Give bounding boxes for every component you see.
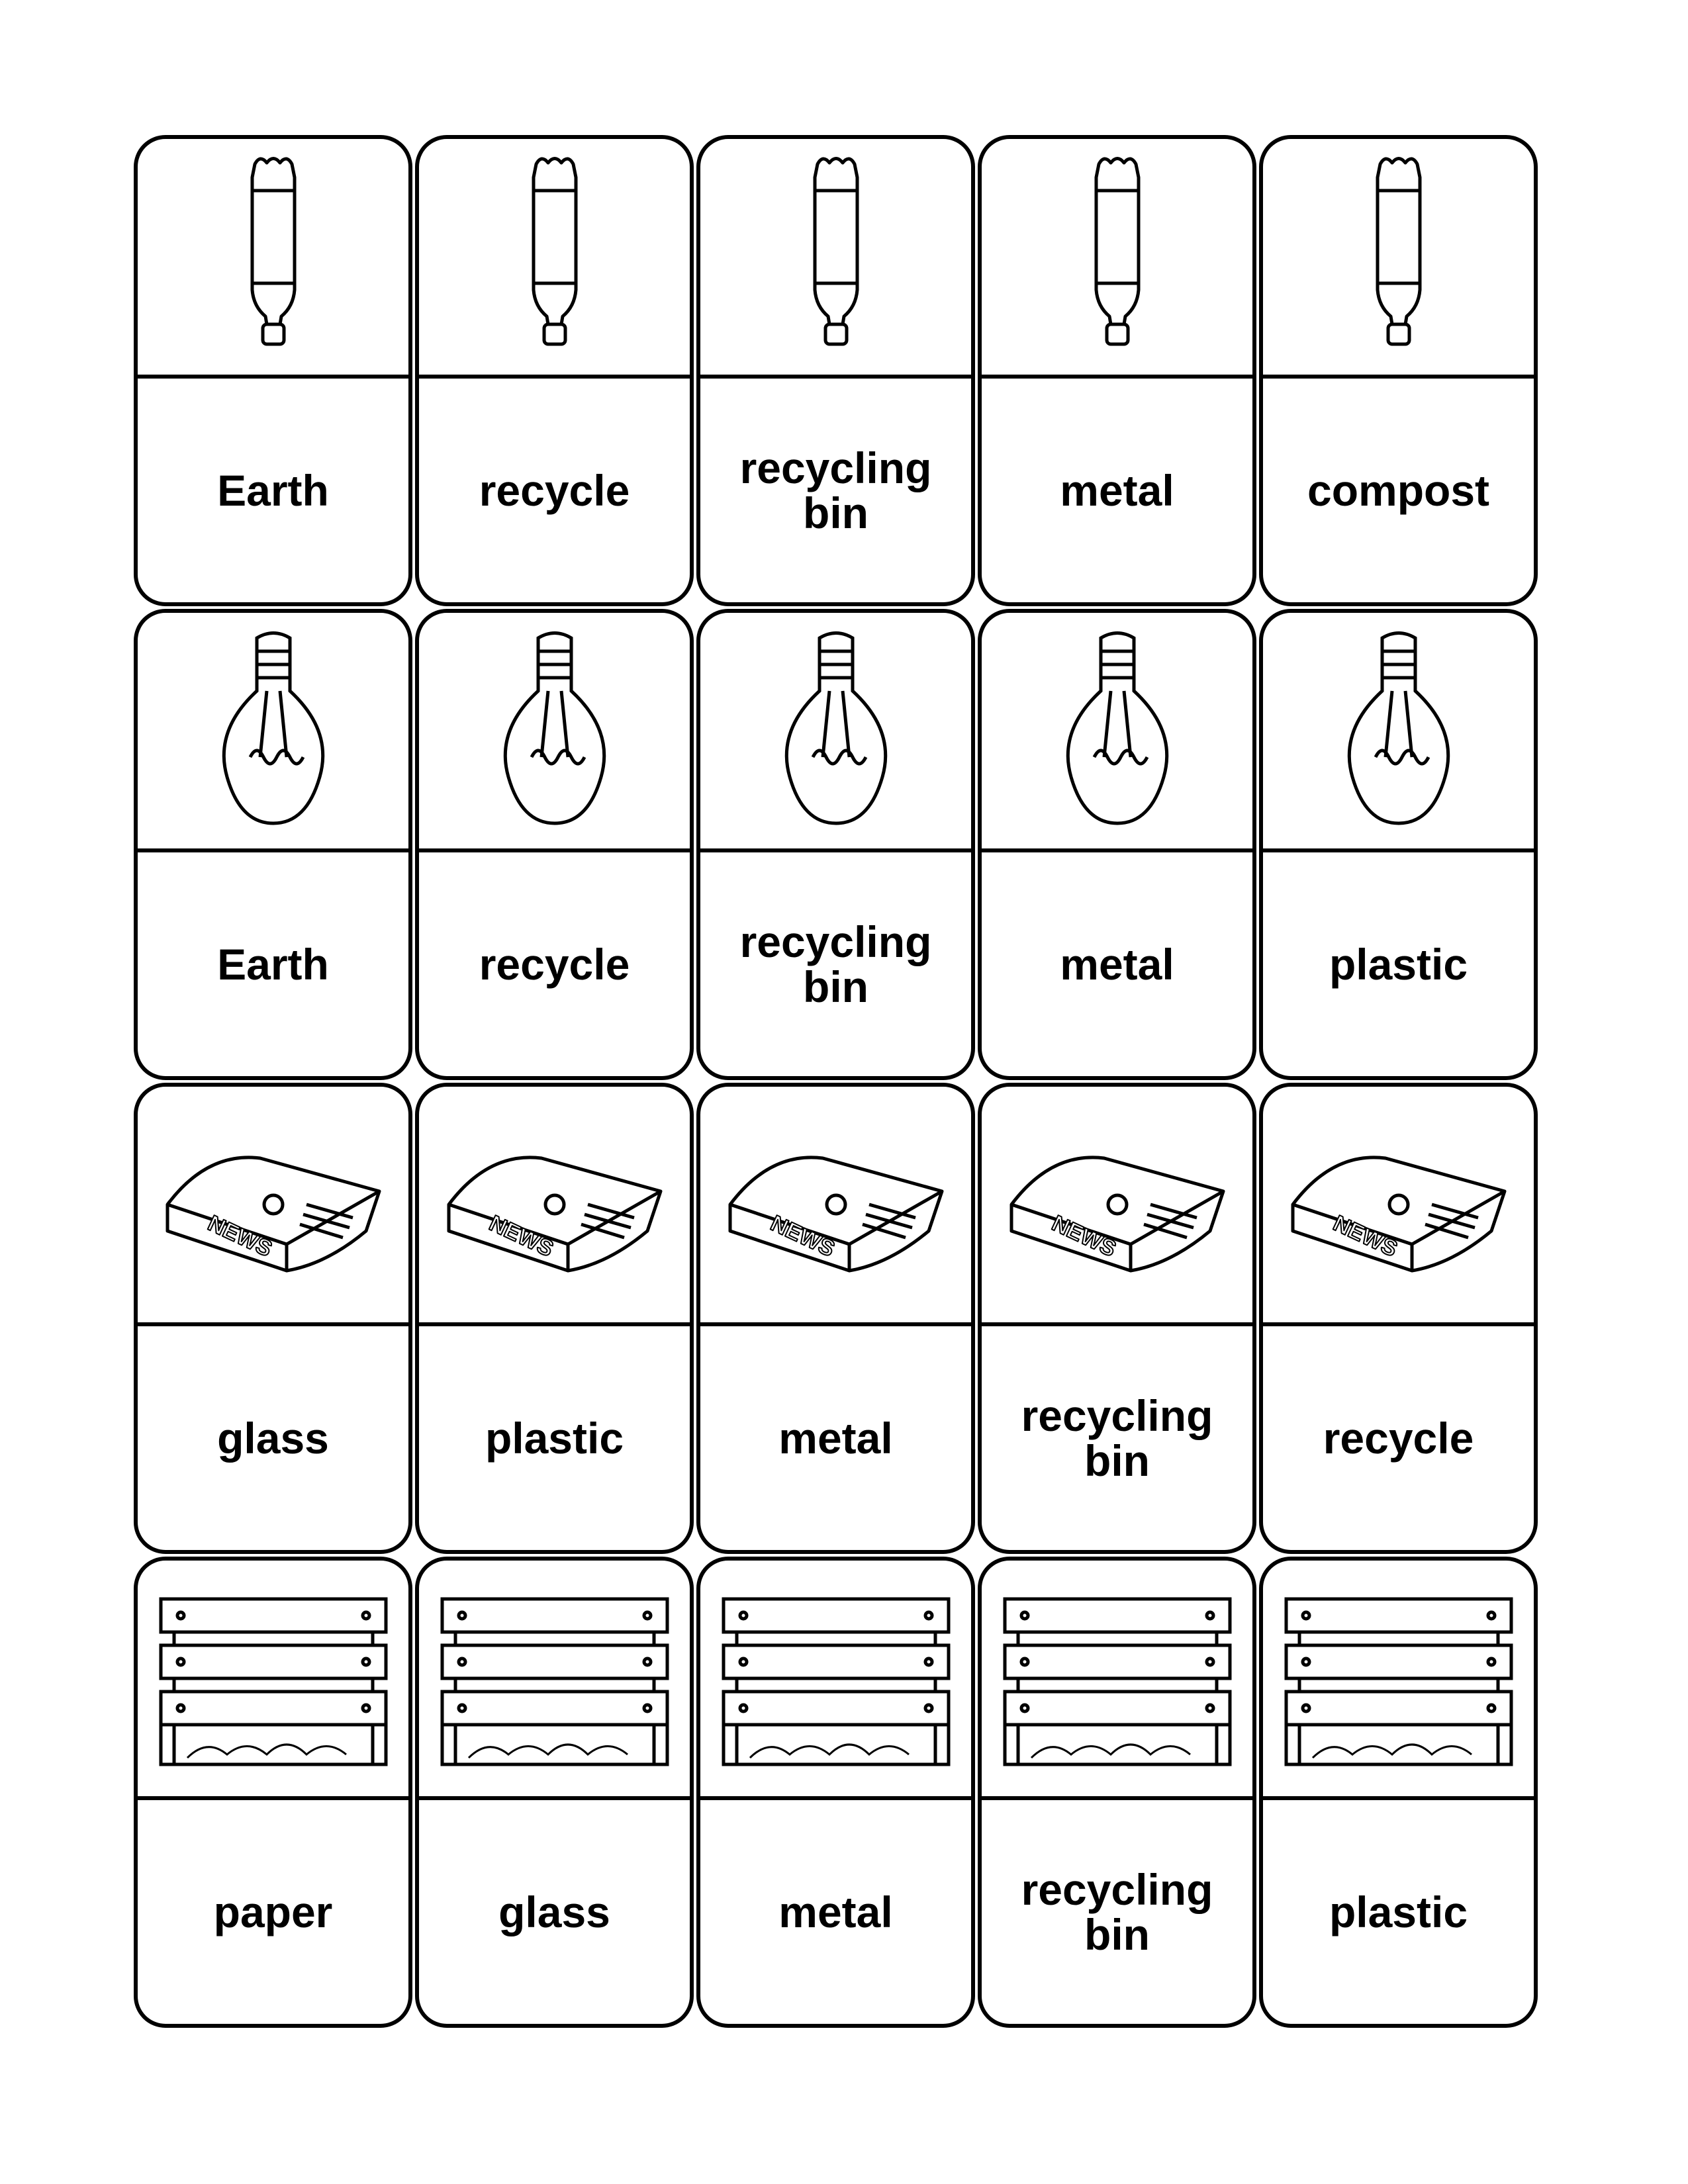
card-label: plastic — [485, 1414, 624, 1463]
word-card — [978, 1557, 1256, 2028]
card-label: recycle — [479, 940, 630, 989]
card-label: Earth — [217, 940, 329, 989]
svg-text:NEWS: NEWS — [766, 1210, 839, 1262]
newspaper-icon — [1263, 1087, 1534, 1326]
word-card — [978, 609, 1256, 1080]
newspaper-icon — [138, 1087, 408, 1326]
word-card — [415, 609, 694, 1080]
word-card — [415, 1557, 694, 2028]
word-card — [978, 135, 1256, 606]
word-card — [696, 135, 975, 606]
card-label: metal — [778, 1888, 893, 1936]
word-card — [696, 1557, 975, 2028]
card-label: recycle — [479, 466, 630, 515]
lightbulb-icon — [1263, 613, 1534, 852]
svg-text:NEWS: NEWS — [485, 1210, 557, 1262]
card-label: plastic — [1329, 940, 1468, 989]
word-card — [1259, 135, 1538, 606]
crate-icon — [982, 1561, 1252, 1800]
crate-icon — [419, 1561, 690, 1800]
card-label: recycle — [1323, 1414, 1474, 1463]
word-card — [415, 135, 694, 606]
card-label: recycling bin — [1021, 1391, 1213, 1485]
word-card — [415, 1083, 694, 1554]
bottle-icon — [419, 139, 690, 379]
word-card — [134, 1557, 412, 2028]
crate-icon — [138, 1561, 408, 1800]
newspaper-icon — [982, 1087, 1252, 1326]
crate-icon — [700, 1561, 971, 1800]
bottle-icon — [1263, 139, 1534, 379]
card-label: glass — [498, 1888, 610, 1936]
newspaper-icon — [700, 1087, 971, 1326]
lightbulb-icon — [419, 613, 690, 852]
card-label: glass — [217, 1414, 329, 1463]
lightbulb-icon — [138, 613, 408, 852]
card-label: plastic — [1329, 1888, 1468, 1936]
word-card — [696, 1083, 975, 1554]
word-card — [134, 609, 412, 1080]
word-card — [978, 1083, 1256, 1554]
crate-icon — [1263, 1561, 1534, 1800]
lightbulb-icon — [982, 613, 1252, 852]
bottle-icon — [982, 139, 1252, 379]
word-card — [696, 609, 975, 1080]
svg-text:NEWS: NEWS — [1047, 1210, 1120, 1262]
card-label: compost — [1307, 466, 1490, 515]
card-label: metal — [1060, 940, 1174, 989]
word-card — [134, 1083, 412, 1554]
newspaper-icon — [419, 1087, 690, 1326]
bottle-icon — [138, 139, 408, 379]
word-card — [1259, 1557, 1538, 2028]
svg-text:NEWS: NEWS — [1329, 1210, 1401, 1262]
bottle-icon — [700, 139, 971, 379]
card-label: recycling bin — [739, 917, 932, 1011]
card-label: paper — [213, 1888, 333, 1936]
word-card — [1259, 609, 1538, 1080]
card-label: recycling bin — [1021, 1865, 1213, 1959]
card-label: Earth — [217, 466, 329, 515]
card-label: metal — [778, 1414, 893, 1463]
lightbulb-icon — [700, 613, 971, 852]
card-grid — [134, 135, 1538, 2028]
svg-text:NEWS: NEWS — [203, 1210, 276, 1262]
word-card — [134, 135, 412, 606]
card-label: metal — [1060, 466, 1174, 515]
card-label: recycling bin — [739, 443, 932, 537]
word-card — [1259, 1083, 1538, 1554]
